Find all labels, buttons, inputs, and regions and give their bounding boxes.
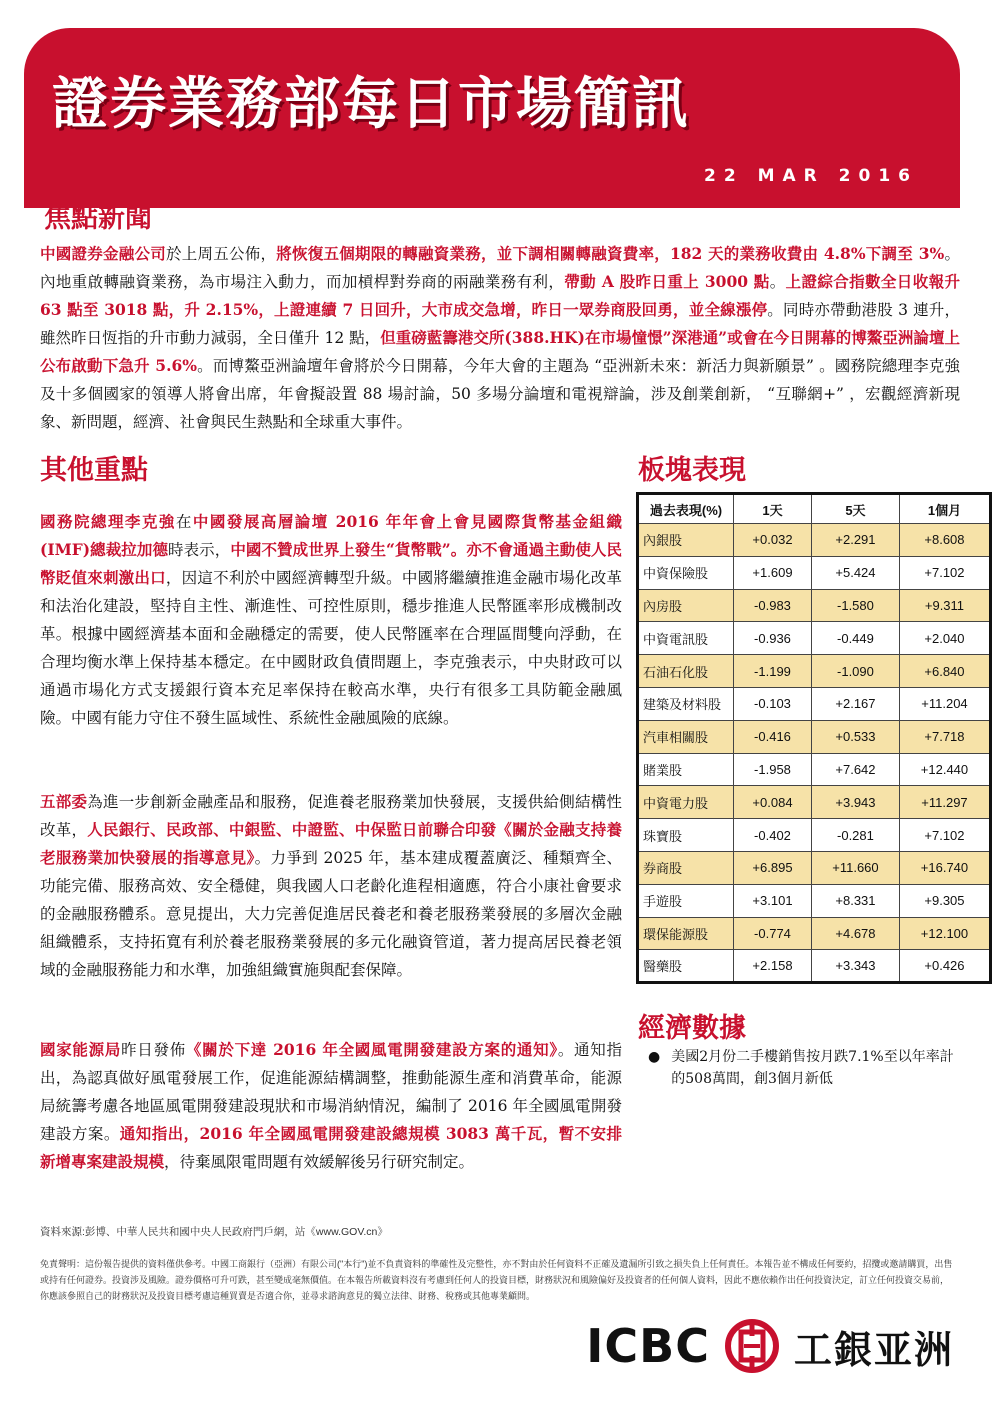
sector-name-cell: 珠寶股 (638, 819, 734, 852)
report-date: 22 MAR 2016 (704, 166, 918, 186)
highlight-segment: 人民銀行、民政部、中銀監、中證監、中保監日前聯合印發《關於金融支持養老服務業加快發展的指導意見》 (40, 820, 622, 867)
value-1m-cell: +12.440 (899, 753, 990, 786)
sector-name-cell: 內銀股 (638, 524, 734, 557)
sector-name-cell: 手遊股 (638, 884, 734, 917)
header-period: 過去表現(%) (638, 494, 734, 524)
value-1d-cell: -1.199 (734, 655, 812, 688)
economic-data-title: 經濟數據 (638, 1013, 746, 1044)
focus-news-segment: 上證綜合指數全日收報升 63 點至 3018 點，升 2.15%，上證連續 7 日回升，大市成交急增，昨日一眾券商股回勇，並全線漲停 (40, 272, 960, 319)
highlight-segment: 時表示， (168, 541, 231, 559)
sector-name-cell: 建築及材料股 (638, 687, 734, 720)
value-1m-cell: +7.718 (899, 720, 990, 753)
focus-news-segment: 將恢復五個期限的轉融資業務，並下調相關轉融資費率，182 天的業務收費由 4.8%下調至 3% (276, 244, 945, 263)
sector-name-cell: 券商股 (638, 851, 734, 884)
disclaimer: 免責聲明：這份報告提供的資料僅供參考。中國工商銀行（亞洲）有限公司("本行")並不負責資料的準確性及完整性，亦不對由於任何資料不正確及遺漏所引致之損失負上任何責任。本報告並不構成任何要約，招攬或邀請購買，出售或持有任何證券。投資涉及風險。證券價格可升可跌，甚至變成毫無價值。在本報告所載資料沒有考慮到任何人的投資目標，財務狀況和風險偏好及投資者的任何個人資料，因此不應依賴作出任何投資決定，訂立任何投資交易前，你應該參照自己的財務狀況及投資目標考慮這種買賣是否適合你，並尋求諮詢意見的獨立法律、財務、稅務或其他專業顧問。 (40, 1259, 953, 1301)
icbc-logo (586, 1318, 954, 1374)
table-row (638, 720, 991, 753)
sector-name-cell: 中資電力股 (638, 786, 734, 819)
value-1m-cell: +8.608 (899, 524, 990, 557)
focus-news-segment: 。同時亦帶動港股 3 連升，雖然昨日恆指的升市動力減弱，全日僅升 12 點， (40, 301, 961, 347)
table-row (638, 917, 991, 950)
value-1m-cell: +16.740 (899, 851, 990, 884)
sector-name-cell: 內房股 (638, 589, 734, 622)
highlight-segment: 《關於下達 2016 年全國風電開發建設方案的通知》 (185, 1040, 558, 1059)
highlight-segment: ，因這不利於中國經濟轉型升級。中國將繼續推進金融市場化改革和法治化建設，堅持自主性、漸進性、可控性原則，穩步推進人民幣匯率形成機制改革。根據中國經濟基本面和金融穩定的需要，使人民幣匯率在合理區間雙向浮動，在合理均衡水準上保持基本穩定。在中國財政負債問題上，李克強表示，中央財政可以通過市場化方式支援銀行資本充足率保持在較高水準，央行有很多工具防範金融風險。中國有能力守住不發生區域性、系統性金融風險的底線。 (40, 569, 622, 727)
sector-performance-title: 板塊表現 (638, 455, 746, 486)
value-1d-cell: +2.158 (734, 950, 812, 983)
focus-news-segment: 中國證券金融公司 (40, 244, 166, 263)
highlight-segment: 國家能源局 (40, 1040, 122, 1059)
focus-news-title: 焦點新聞 (44, 203, 152, 234)
value-1m-cell: +0.426 (899, 950, 990, 983)
table-row (638, 851, 991, 884)
value-1d-cell: -0.402 (734, 819, 812, 852)
table-row (638, 753, 991, 786)
value-5d-cell: +8.331 (811, 884, 899, 917)
focus-news-segment: 。 (769, 273, 786, 291)
value-1m-cell: +9.311 (899, 589, 990, 622)
highlight-paragraph-1 (40, 508, 622, 732)
highlight-segment: 通知指出，2016 年全國風電開發建設總規模 3083 萬千瓦，暫不安排新增專案建設規模 (40, 1124, 622, 1171)
value-1d-cell: +0.084 (734, 786, 812, 819)
focus-news-segment: 。而博鰲亞洲論壇年會將於今日開幕，今年大會的主題為 “亞洲新未來：新活力與新願景” 。國務院總理李克強及十多個國家的領導人將會出席，年會擬設置 88 場討論，50 多場分論壇和電視辯論，涉及創業創新， “互聯網+” ，宏觀經濟新現象、新問題，經濟、社會與民生熱點和全球重大事件。 (40, 357, 960, 431)
focus-news-segment: 於上周五公佈， (166, 245, 277, 263)
value-5d-cell: +11.660 (811, 851, 899, 884)
highlight-paragraph-3 (40, 1036, 622, 1176)
economic-data-text: 美國2月份二手樓銷售按月跌7.1%至以年率計的508萬間，創3個月新低 (671, 1049, 954, 1087)
logo-text-cn: 工銀亚洲 (793, 1327, 954, 1372)
header-1d: 1天 (734, 494, 812, 524)
value-5d-cell: +3.943 (811, 786, 899, 819)
focus-news-segment: 。內地重啟轉融資業務，為市場注入動力，而加槓桿對券商的兩融業務有利， (40, 245, 960, 291)
value-5d-cell: -0.281 (811, 819, 899, 852)
value-5d-cell: +0.533 (811, 720, 899, 753)
highlight-segment: 。力爭到 2025 年，基本建成覆蓋廣泛、種類齊全、功能完備、服務高效、安全穩健，與我國人口老齡化進程相適應，符合小康社會要求的金融服務體系。意見提出，大力完善促進居民養老和養老服務業發展的多層次金融組織體系，支持拓寬有利於養老服務業發展的多元化融資管道，著力提高居民養老領域的金融服務能力和水準，加強組織實施與配套保障。 (40, 849, 622, 979)
value-1m-cell: +11.297 (899, 786, 990, 819)
table-row (638, 524, 991, 557)
focus-news-body (40, 240, 960, 436)
table-row (638, 950, 991, 983)
table-row (638, 622, 991, 655)
value-1m-cell: +7.102 (899, 556, 990, 589)
value-5d-cell: -1.090 (811, 655, 899, 688)
value-5d-cell: +5.424 (811, 556, 899, 589)
sector-name-cell: 醫藥股 (638, 950, 734, 983)
sector-name-cell: 中資電訊股 (638, 622, 734, 655)
value-1d-cell: -0.416 (734, 720, 812, 753)
highlight-paragraph-2 (40, 788, 622, 984)
page-title: 證券業務部每日市場簡訊 (52, 72, 690, 137)
value-1d-cell: +3.101 (734, 884, 812, 917)
other-highlights-title: 其他重點 (40, 455, 148, 486)
header-1m: 1個月 (899, 494, 990, 524)
header-5d: 5天 (811, 494, 899, 524)
economic-data-item (648, 1046, 958, 1090)
value-1m-cell: +7.102 (899, 819, 990, 852)
bullet-icon: ● (648, 1049, 661, 1065)
highlight-segment: 中國發展高層論壇 2016 年年會上會見國際貨幣基金組織(IMF)總裁拉加德 (40, 512, 622, 559)
table-row (638, 687, 991, 720)
sector-name-cell: 環保能源股 (638, 917, 734, 950)
value-1d-cell: -0.774 (734, 917, 812, 950)
focus-news-segment: 帶動 A 股昨日重上 3000 點 (564, 272, 770, 291)
value-5d-cell: -0.449 (811, 622, 899, 655)
icbc-emblem-icon (724, 1318, 780, 1374)
value-5d-cell: +4.678 (811, 917, 899, 950)
value-1m-cell: +11.204 (899, 687, 990, 720)
value-5d-cell: -1.580 (811, 589, 899, 622)
highlight-segment: 國務院總理李克強 (40, 512, 176, 531)
table-row (638, 819, 991, 852)
sector-name-cell: 中資保險股 (638, 556, 734, 589)
highlight-segment: 昨日發佈 (121, 1041, 186, 1059)
focus-news-segment: 但重磅藍籌港交所(388.HK)在市場憧憬”深港通”或會在今日開幕的博鰲亞洲論壇上公布啟動下急升 5.6% (40, 328, 960, 375)
source-note: 資料來源:彭博、中華人民共和國中央人民政府門戶網，站《www.GOV.cn》 (40, 1226, 388, 1238)
value-1d-cell: -0.936 (734, 622, 812, 655)
highlight-segment: ，待棄風限電問題有效緩解後另行研究制定。 (164, 1153, 475, 1171)
sector-name-cell: 賭業股 (638, 753, 734, 786)
value-1m-cell: +2.040 (899, 622, 990, 655)
highlight-segment: 。通知指出，為認真做好風電發展工作，促進能源結構調整，推動能源生產和消費革命，能源局統籌考慮各地區風電開發建設現狀和市場消納情況，編制了 2016 年全國風電開發建設方案。 (40, 1041, 622, 1143)
value-5d-cell: +3.343 (811, 950, 899, 983)
table-row (638, 556, 991, 589)
sector-performance-table (636, 492, 992, 984)
logo-text-en: ICBC (586, 1319, 710, 1373)
value-5d-cell: +7.642 (811, 753, 899, 786)
highlight-segment: 在 (175, 513, 193, 531)
value-1d-cell: +6.895 (734, 851, 812, 884)
table-header-row (638, 494, 991, 524)
highlight-segment: 中國不贊成世界上發生“貨幣戰”。亦不會通過主動使人民幣貶值來刺激出口 (40, 540, 622, 587)
sector-name-cell: 汽車相關股 (638, 720, 734, 753)
value-1m-cell: +12.100 (899, 917, 990, 950)
value-1d-cell: +0.032 (734, 524, 812, 557)
value-5d-cell: +2.291 (811, 524, 899, 557)
value-1m-cell: +9.305 (899, 884, 990, 917)
value-1d-cell: -1.958 (734, 753, 812, 786)
value-1d-cell: -0.983 (734, 589, 812, 622)
table-row (638, 655, 991, 688)
value-5d-cell: +2.167 (811, 687, 899, 720)
table-row (638, 786, 991, 819)
highlight-segment: 五部委 (40, 792, 88, 811)
highlight-segment: 為進一步創新金融產品和服務，促進養老服務業加快發展，支援供給側結構性改革， (40, 793, 622, 839)
value-1d-cell: +1.609 (734, 556, 812, 589)
value-1m-cell: +6.840 (899, 655, 990, 688)
sector-name-cell: 石油石化股 (638, 655, 734, 688)
table-row (638, 589, 991, 622)
value-1d-cell: -0.103 (734, 687, 812, 720)
table-row (638, 884, 991, 917)
